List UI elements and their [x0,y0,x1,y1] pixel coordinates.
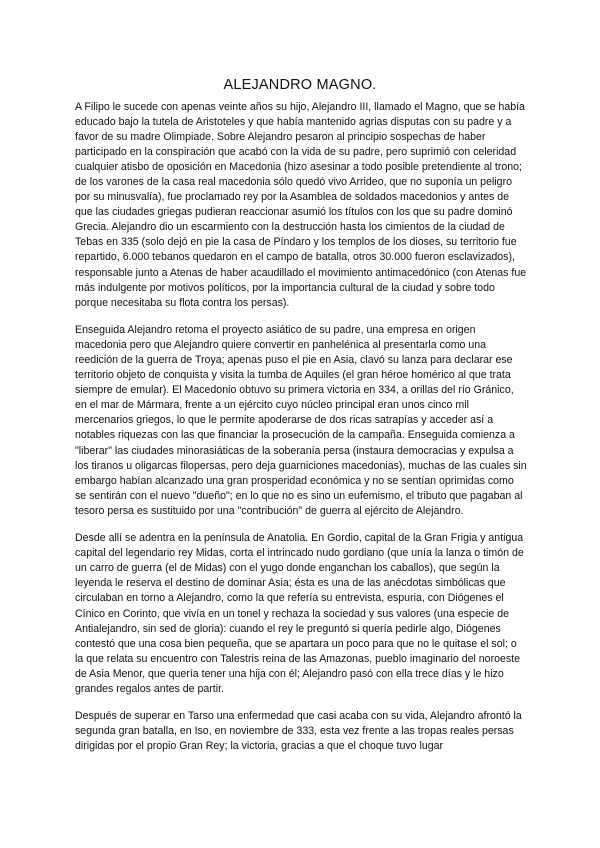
document-body [75,100,527,767]
document-title: ALEJANDRO MAGNO. [223,77,377,93]
paragraph: Enseguida Alejandro retoma el proyecto asiático de su padre, una empresa en origen macedonia pero que Alejandro quiere convertir en panhelénica al presentarla como una reedición de la guerra de Troya; apenas puso el pie en Asia, clavó su lanza para declarar ese territorio objeto de conquista y visita la tumba de Aquiles (el gran héroe homérico al que trata siempre de emular). El Macedonio obtuvo su primera victoria en 334, a orillas del río Gránico, en el mar de Mármara, frente a un ejército cuyo núcleo principal eran unos cinco mil mercenarios griegos, lo que le permite apoderarse de dos ricas satrapías y acceder así a notables riquezas con las que financiar la prosecución de la campaña. Enseguida comienza a "liberar" las ciudades minorasiáticas de la soberanía persa (instaura democracias y expulsa a los tiranos u oligarcas filopersas, pero deja guarniciones macedonias), muchas de las cuales sin embargo habían alcanzado una gran prosperidad económica y no se sentían oprimidas como se sentirán con el nuevo "dueño"; en lo que no es sino un eufemismo, el tributo que pagaban al tesoro persa es sustituido por una "contribución" de guerra al ejército de Alejandro. [75,324,527,517]
paragraph: A Filipo le sucede con apenas veinte años su hijo, Alejandro III, llamado el Magno, que se había educado bajo la tutela de Aristoteles y que había mantenido agrias disputas con su padre y a favor de su madre Olimpiade. Sobre Alejandro pesaron al principio sospechas de haber participado en la conspiración que acabó con la vida de su padre, pero suprimió con celeridad cualquier atisbo de oposición en Macedonia (hizo asesinar a todo posible pretendiente al trono; de los varones de la casa real macedonia sólo quedó vivo Arrideo, que no suponía un peligro por su minusvalía), fue proclamado rey por la Asamblea de soldados macedonios y antes de que las ciudades griegas pudieran reaccionar asumió los títulos con los que su padre dominó Grecia. Alejandro dio un escarmiento con la destrucción hasta los cimientos de la ciudad de Tebas en 335 (solo dejó en pie la casa de Píndaro y los templos de los dioses, su territorio fue repartido, 6.000 tebanos quedaron en el campo de batalla, otros 30.000 fueron esclavizados), responsable junto a Atenas de haber acaudillado el movimiento antimacedónico (con Atenas fue más indulgente por motivos políticos, por la importancia cultural de la ciudad y sobre todo porque necesitaba su flota contra los persas). [75,101,527,309]
paragraph: Desde allí se adentra en la península de Anatolia. En Gordio, capital de la Gran Frigia y antigua capital del legendario rey Midas, corta el intrincado nudo gordiano (que unía la lanza o timón de un carro de guerra (el de Midas) con el yugo donde enganchan los caballos), que según la leyenda le reserva el destino de dominar Asia; ésta es una de las anécdotas simbólicas que circulaban en torno a Alejandro, como la que refería su entrevista, espuria, con Diógenes el Cínico en Corinto, que vivía en un tonel y rechaza la sociedad y sus valores (una especie de Antialejandro, sin sed de gloria): cuando el rey le preguntó si quería pedirle algo, Diógenes contestó que una cosa bien pequeña, que se apartara un poco para que no le quitase el sol; o la que relata su encuentro con Talestris reina de las Amazonas, pueblo imaginario del noroeste de Asia Menor, que quería tener una hija con él; Alejandro pasó con ella trece días y le hizo grandes regalos antes de partir. [75,532,524,695]
paragraph: Después de superar en Tarso una enfermedad que casi acaba con su vida, Alejandro afrontó la segunda gran batalla, en Iso, en noviembre de 333, esta vez frente a las tropas reales persas dirigidas por el propio Gran Rey; la victoria, gracias a que el choque tuvo lugar [75,710,522,753]
